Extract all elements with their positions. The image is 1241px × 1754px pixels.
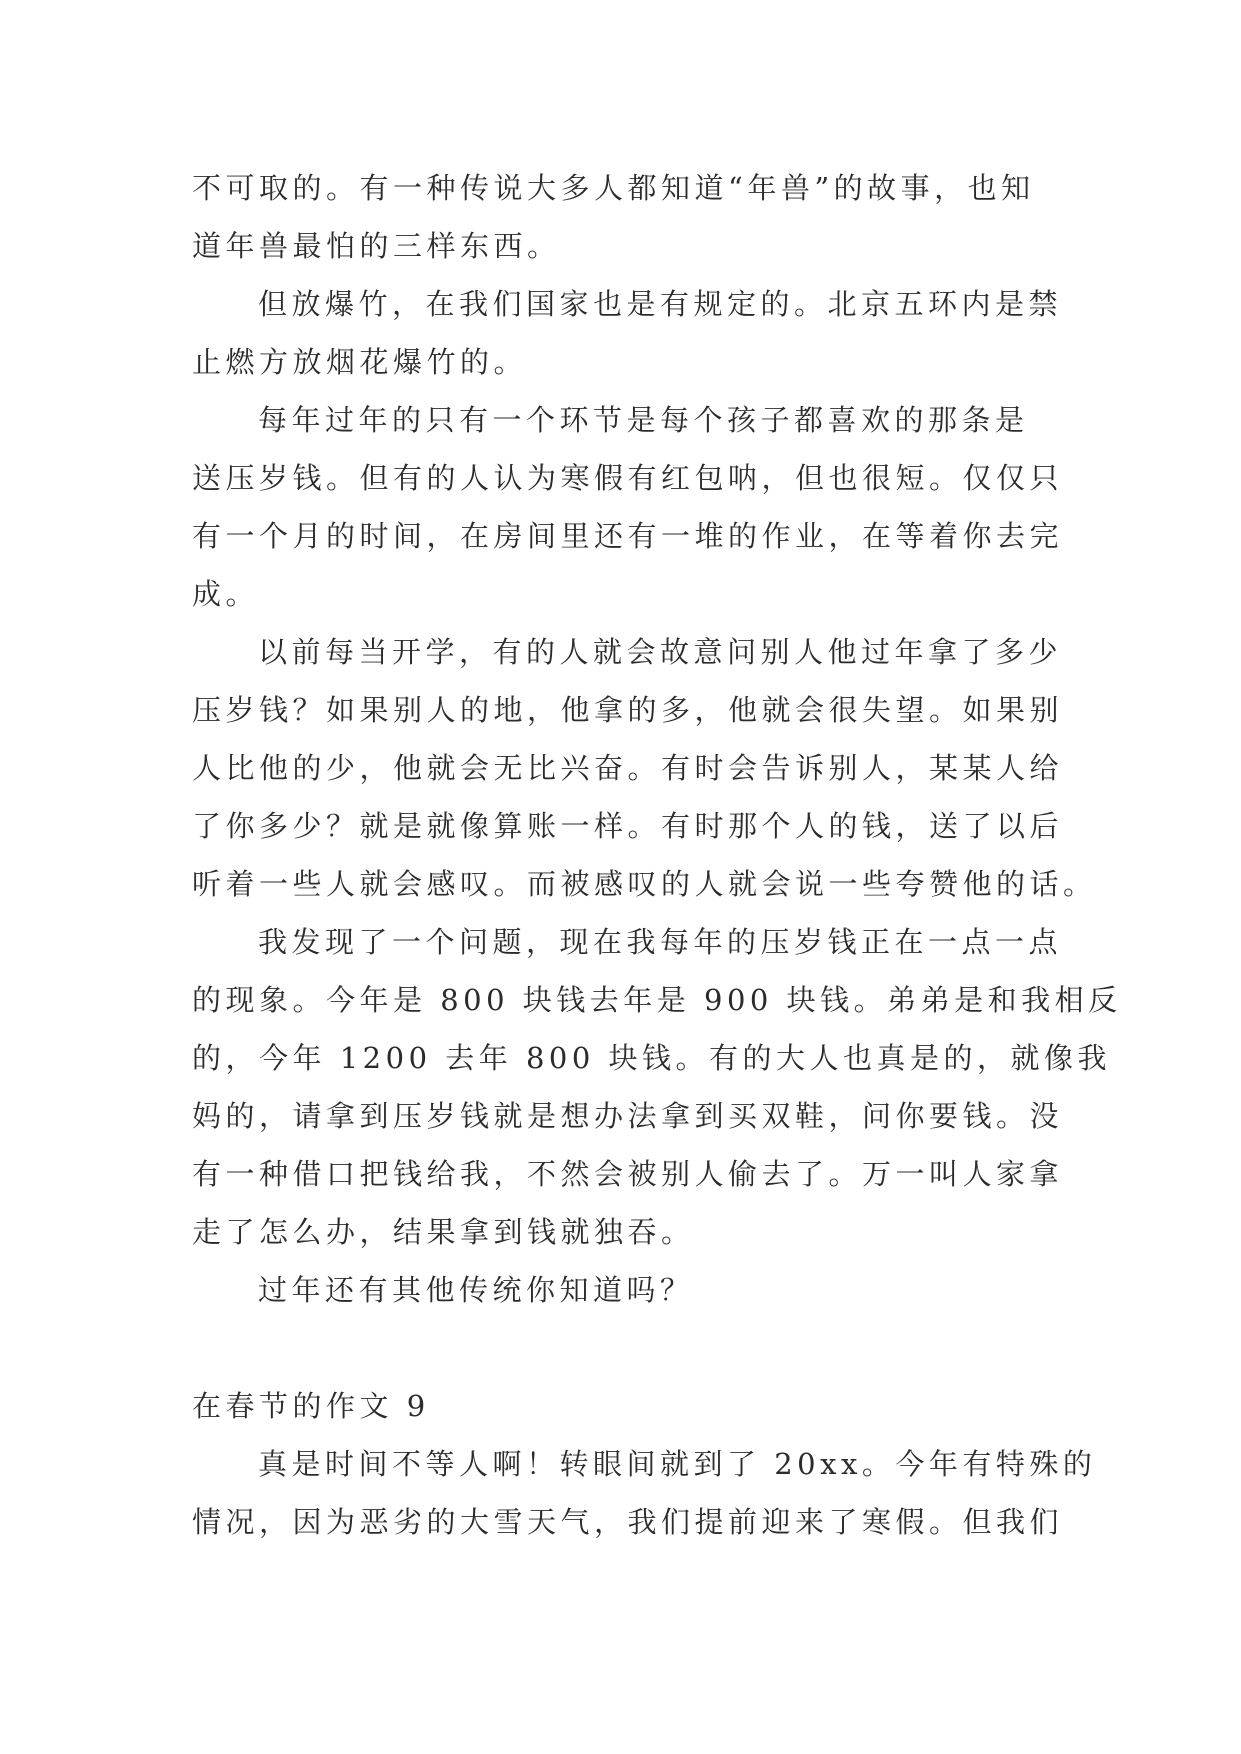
- text-line: 听着一些人就会感叹。而被感叹的人就会说一些夸赞他的话。: [192, 867, 1097, 901]
- text-line: 的，今年 1200 去年 800 块钱。有的大人也真是的，就像我: [192, 1041, 1112, 1075]
- text-line: 真是时间不等人啊！转眼间就到了 20xx。今年有特殊的: [258, 1447, 1097, 1481]
- text-line: 了你多少？就是就像算账一样。有时那个人的钱，送了以后: [192, 809, 1064, 843]
- text-line: 我发现了一个问题，现在我每年的压岁钱正在一点一点: [258, 925, 1063, 959]
- text-line: 人比他的少，他就会无比兴奋。有时会告诉别人，某某人给: [192, 751, 1064, 785]
- text-line: 不可取的。有一种传说大多人都知道“年兽”的故事，也知: [192, 171, 1035, 205]
- text-line: 道年兽最怕的三样东西。: [192, 229, 561, 263]
- text-line: 有一个月的时间，在房间里还有一堆的作业，在等着你去完: [192, 519, 1064, 553]
- text-line: 每年过年的只有一个环节是每个孩子都喜欢的那条是: [258, 403, 1029, 437]
- text-line: 压岁钱？如果别人的地，他拿的多，他就会很失望。如果别: [192, 693, 1064, 727]
- text-line: 过年还有其他传统你知道吗？: [258, 1273, 694, 1307]
- text-line: 有一种借口把钱给我，不然会被别人偷去了。万一叫人家拿: [192, 1157, 1064, 1191]
- section-title: 在春节的作文 9: [192, 1389, 430, 1423]
- text-line: 的现象。今年是 800 块钱去年是 900 块钱。弟弟是和我相反: [192, 983, 1122, 1017]
- text-line: 止燃方放烟花爆竹的。: [192, 345, 528, 379]
- text-line: 妈的，请拿到压岁钱就是想办法拿到买双鞋，问你要钱。没: [192, 1099, 1064, 1133]
- text-line: 情况，因为恶劣的大雪天气，我们提前迎来了寒假。但我们: [192, 1505, 1064, 1539]
- text-line: 但放爆竹，在我们国家也是有规定的。北京五环内是禁: [258, 287, 1063, 321]
- text-line: 送压岁钱。但有的人认为寒假有红包呐，但也很短。仅仅只: [192, 461, 1064, 495]
- text-line: 成。: [192, 577, 260, 611]
- text-line: 以前每当开学，有的人就会故意问别人他过年拿了多少: [258, 635, 1063, 669]
- text-line: 走了怎么办，结果拿到钱就独吞。: [192, 1215, 695, 1249]
